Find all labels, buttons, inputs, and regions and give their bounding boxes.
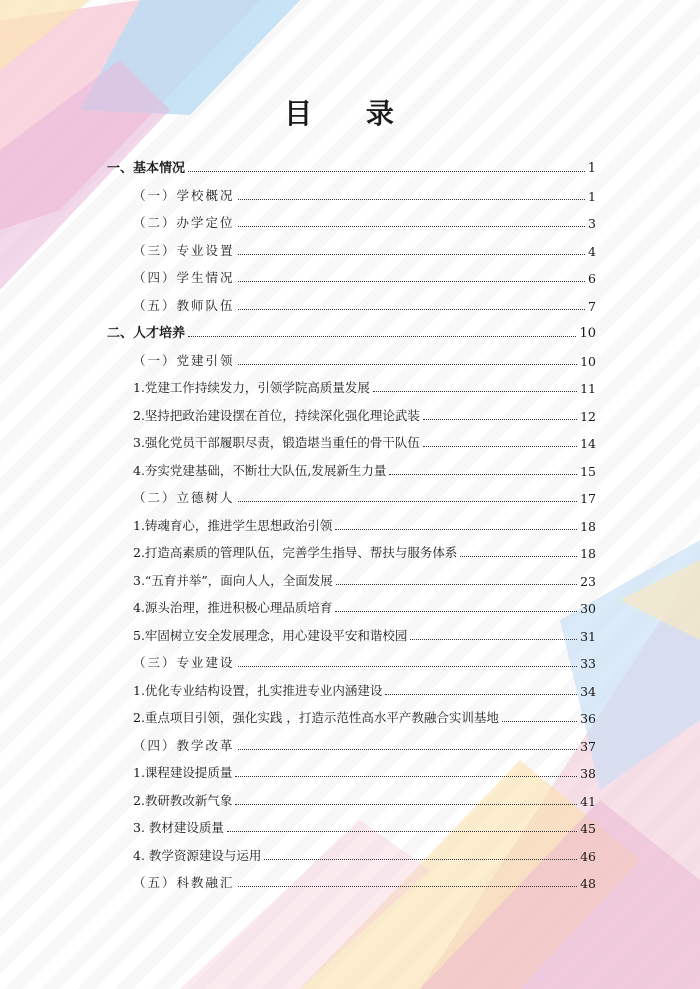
toc-entry-page: 12	[580, 408, 596, 424]
toc-entry-page: 31	[580, 628, 596, 644]
toc-entry-page: 17	[580, 491, 596, 506]
toc-entry-page: 18	[580, 546, 596, 561]
toc-entry-page: 18	[580, 518, 596, 534]
toc-leader-dots	[188, 171, 585, 172]
toc-leader-dots	[460, 556, 577, 557]
toc-entry[interactable]	[133, 427, 596, 451]
toc-leader-dots	[385, 694, 577, 695]
toc-entry[interactable]	[133, 730, 596, 754]
toc-entry[interactable]	[133, 812, 596, 836]
toc-leader-dots	[336, 584, 577, 585]
toc-entry-page: 36	[580, 711, 596, 726]
toc-entry[interactable]	[133, 840, 596, 864]
toc-entry-title: （三）专业设置	[133, 242, 235, 258]
toc-entry[interactable]	[133, 207, 596, 231]
toc-leader-dots	[373, 391, 577, 392]
toc-entry[interactable]	[133, 702, 596, 726]
toc-leader-dots	[264, 859, 577, 860]
toc-entry-page: 45	[580, 821, 596, 836]
toc-entry-title: （五）教师队伍	[133, 297, 235, 313]
toc-leader-dots	[502, 721, 577, 722]
toc-entry-page: 48	[580, 876, 596, 891]
toc-entry-page: 38	[580, 766, 596, 781]
toc-entry-title: 2.坚持把政治建设摆在首位，持续深化强化理论武装	[133, 407, 420, 423]
toc-entry[interactable]	[133, 867, 596, 891]
toc-entry[interactable]	[133, 482, 596, 506]
toc-entry-page: 1	[588, 188, 596, 204]
toc-leader-dots	[235, 804, 577, 805]
toc-leader-dots	[410, 639, 577, 640]
toc-entry-title: 3. 教材建设质量	[133, 820, 224, 835]
toc-entry-title: 2.重点项目引领，强化实践 ，打造示范性高水平产教融合实训基地	[133, 710, 499, 725]
toc-entry-title: 1.铸魂育心，推进学生思想政治引领	[133, 517, 333, 533]
toc-leader-dots	[238, 749, 578, 750]
toc-entry-title: 2.教研教改新气象	[133, 792, 233, 808]
toc-entry[interactable]	[133, 785, 596, 809]
toc-entry-title: 1.优化专业结构设置，扎实推进专业内涵建设	[133, 682, 383, 698]
toc-entry-page: 15	[580, 463, 596, 479]
toc-entry[interactable]	[133, 675, 596, 699]
toc-leader-dots	[188, 336, 576, 337]
toc-entry[interactable]	[133, 592, 596, 616]
toc-entry-title: 4.夯实党建基础，不断壮大队伍,发展新生力量	[133, 462, 387, 478]
toc-entry[interactable]	[133, 565, 596, 589]
toc-entry-page: 11	[580, 381, 596, 396]
toc-entry-title: （一）学校概况	[133, 187, 235, 203]
toc-entry-page: 30	[580, 601, 596, 616]
toc-entry-title: （三）专业建设	[133, 655, 235, 670]
toc-leader-dots	[227, 831, 577, 832]
toc-entry-page: 6	[588, 271, 596, 286]
toc-entry[interactable]	[133, 235, 596, 259]
toc-leader-dots	[238, 364, 578, 365]
toc-entry-title: 1.课程建设提质量	[133, 765, 233, 780]
toc-entry-page: 46	[580, 848, 596, 864]
toc-leader-dots	[335, 529, 577, 530]
toc-leader-dots	[238, 501, 578, 502]
toc-entry[interactable]	[133, 290, 596, 314]
toc-entry-title: （二）办学定位	[133, 215, 235, 230]
toc-entry-title: 4.源头治理，推进积极心理品质培育	[133, 600, 333, 615]
toc-entry-title: （一）党建引领	[133, 352, 235, 368]
toc-entry-title: 5.牢固树立安全发展理念，用心建设平安和谐校园	[133, 627, 408, 643]
toc-entry-title: （二）立德树人	[133, 490, 235, 505]
toc-entry[interactable]	[107, 317, 596, 341]
page-title: 目 录	[284, 97, 416, 130]
toc-entry-page: 4	[588, 243, 596, 259]
toc-entry[interactable]	[133, 372, 596, 396]
toc-leader-dots	[238, 281, 586, 282]
toc-entry[interactable]	[133, 400, 596, 424]
toc-entry-page: 1	[587, 161, 596, 176]
toc-entry-page: 3	[588, 216, 596, 231]
toc-entry-page: 41	[580, 793, 596, 809]
toc-entry[interactable]	[133, 620, 596, 644]
toc-entry-page: 33	[580, 656, 596, 671]
toc-entry[interactable]	[107, 152, 596, 176]
toc-entry[interactable]	[133, 262, 596, 286]
toc-entry[interactable]	[133, 180, 596, 204]
toc-entry-page: 37	[580, 738, 596, 754]
toc-entry-page: 10	[580, 353, 596, 369]
toc-entry[interactable]	[133, 757, 596, 781]
toc-leader-dots	[238, 666, 578, 667]
toc-leader-dots	[238, 309, 586, 310]
toc-entry[interactable]	[133, 455, 596, 479]
toc-leader-dots	[238, 886, 578, 887]
toc-entry[interactable]	[133, 647, 596, 671]
toc-entry[interactable]	[133, 510, 596, 534]
toc-entry-title: 1.党建工作持续发力，引领学院高质量发展	[133, 380, 370, 395]
toc-entry-title: （四）学生情况	[133, 270, 235, 285]
toc-leader-dots	[238, 254, 586, 255]
toc-entry-title: 3.强化党员干部履职尽责，锻造堪当重任的骨干队伍	[133, 435, 420, 450]
toc-entry-page: 10	[579, 326, 596, 341]
toc-entry-title: 一、基本情况	[107, 161, 186, 176]
toc-leader-dots	[238, 199, 586, 200]
toc-leader-dots	[423, 446, 577, 447]
toc-entry-title: 4. 教学资源建设与运用	[133, 847, 262, 863]
toc-leader-dots	[238, 226, 586, 227]
toc-entry-page: 34	[580, 683, 596, 699]
toc-entry[interactable]	[133, 537, 596, 561]
toc-leader-dots	[235, 776, 577, 777]
toc-entry-page: 7	[588, 298, 596, 314]
toc-leader-dots	[335, 611, 577, 612]
toc-entry-title: （五）科教融汇	[133, 875, 235, 890]
toc-entry-page: 14	[580, 436, 596, 451]
toc-entry-title: （四）教学改革	[133, 737, 235, 753]
toc-entry-page: 23	[580, 573, 596, 589]
toc-leader-dots	[389, 474, 577, 475]
toc-entry-title: 二、人才培养	[107, 326, 186, 341]
toc-entry[interactable]	[133, 345, 596, 369]
toc-entry-title: 2.打造高素质的管理队伍，完善学生指导、帮扶与服务体系	[133, 545, 458, 560]
toc-entry-title: 3.“五育并举”，面向人人，全面发展	[133, 572, 333, 588]
toc-leader-dots	[423, 419, 577, 420]
